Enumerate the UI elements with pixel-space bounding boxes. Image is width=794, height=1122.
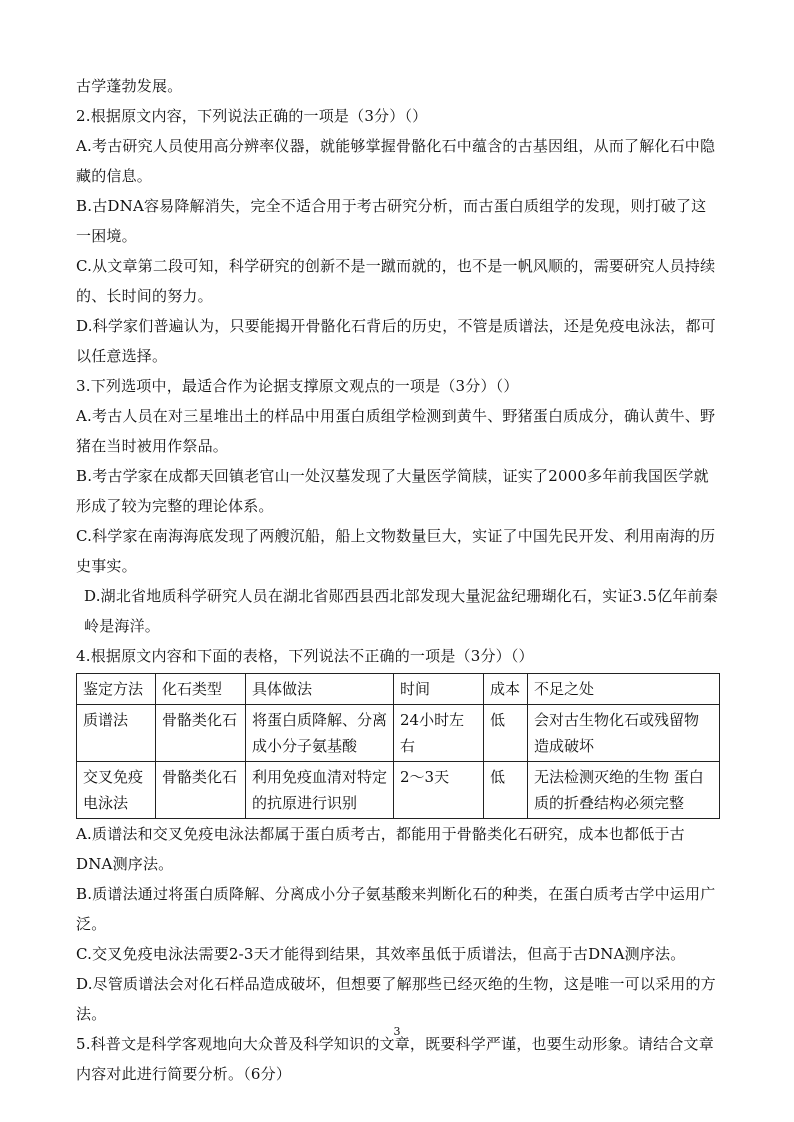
question-3-option-a: A.考古人员在对三星堆出土的样品中用蛋白质组学检测到黄牛、野猪蛋白质成分，确认黄牛、野猪在当时被用作祭品。 bbox=[76, 407, 716, 455]
table-cell: 骨骼类化石 bbox=[156, 705, 246, 762]
table-cell: 无法检测灭绝的生物 蛋白质的折叠结构必须完整 bbox=[528, 762, 720, 819]
table-cell: 交叉免疫电泳法 bbox=[77, 762, 156, 819]
table-cell: 将蛋白质降解、分离成小分子氨基酸 bbox=[246, 705, 394, 762]
table-row bbox=[77, 705, 720, 762]
question-2-option-d: D.科学家们普遍认为，只要能揭开骨骼化石背后的历史，不管是质谱法，还是免疫电泳法，都可以任意选择。 bbox=[76, 317, 716, 365]
question-3-stem: 3.下列选项中，最适合作为论据支撑原文观点的一项是（3分）（） bbox=[76, 377, 519, 395]
comparison-table bbox=[76, 673, 720, 819]
question-2-option-c: C.从文章第二段可知，科学研究的创新不是一蹴而就的，也不是一帆风顺的，需要研究人员持续的、长时间的努力。 bbox=[76, 257, 716, 305]
question-4-option-c: C.交叉免疫电泳法需要2-3天才能得到结果，其效率虽低于质谱法，但高于古DNA测序法。 bbox=[76, 945, 686, 963]
page-number: 3 bbox=[393, 1025, 401, 1038]
question-4-option-b: B.质谱法通过将蛋白质降解、分离成小分子氨基酸来判断化石的种类，在蛋白质考古学中运用广泛。 bbox=[76, 885, 716, 933]
question-4-stem: 4.根据原文内容和下面的表格，下列说法不正确的一项是（3分）（） bbox=[76, 647, 534, 665]
table-row bbox=[77, 762, 720, 819]
question-2-stem: 2.根据原文内容，下列说法正确的一项是（3分）（） bbox=[76, 107, 428, 125]
table-header-cell: 鉴定方法 bbox=[77, 674, 156, 705]
question-3-option-b: B.考古学家在成都天回镇老官山一处汉墓发现了大量医学简牍，证实了2000多年前我国医学就形成了较为完整的理论体系。 bbox=[76, 467, 709, 515]
question-3-option-d: D.湖北省地质科学研究人员在湖北省郧西县西北部发现大量泥盆纪珊瑚化石，实证3.5亿年前秦岭是海洋。 bbox=[84, 587, 718, 635]
table-header-row bbox=[77, 674, 720, 705]
table-cell: 会对古生物化石或残留物造成破坏 bbox=[528, 705, 720, 762]
table-header-cell: 成本 bbox=[484, 674, 528, 705]
table-cell: 骨骼类化石 bbox=[156, 762, 246, 819]
table-header-cell: 具体做法 bbox=[246, 674, 394, 705]
question-5-stem: 5.科普文是科学客观地向大众普及科学知识的文章，既要科学严谨，也要生动形象。请结合文章内容对此进行简要分析。（6分） bbox=[76, 1035, 714, 1083]
question-2-option-a: A.考古研究人员使用高分辨率仪器，就能够掌握骨骼化石中蕴含的古基因组，从而了解化石中隐藏的信息。 bbox=[76, 137, 716, 185]
page-content bbox=[76, 71, 720, 1089]
table-cell: 2～3天 bbox=[394, 762, 484, 819]
table-header-cell: 不足之处 bbox=[528, 674, 720, 705]
table-header-cell: 时间 bbox=[394, 674, 484, 705]
question-4-option-a: A.质谱法和交叉免疫电泳法都属于蛋白质考古，都能用于骨骼类化石研究，成本也都低于古DNA测序法。 bbox=[76, 825, 685, 873]
table-header-cell: 化石类型 bbox=[156, 674, 246, 705]
table-cell: 低 bbox=[484, 705, 528, 762]
intro-line: 古学蓬勃发展。 bbox=[76, 77, 183, 95]
question-2-option-b: B.古DNA容易降解消失，完全不适合用于考古研究分析，而古蛋白质组学的发现，则打破了这一困境。 bbox=[76, 197, 707, 245]
table-cell: 低 bbox=[484, 762, 528, 819]
table-cell: 24小时左右 bbox=[394, 705, 484, 762]
table-cell: 质谱法 bbox=[77, 705, 156, 762]
table-cell: 利用免疫血清对特定的抗原进行识别 bbox=[246, 762, 394, 819]
question-3-option-c: C.科学家在南海海底发现了两艘沉船，船上文物数量巨大，实证了中国先民开发、利用南海的历史事实。 bbox=[76, 527, 716, 575]
question-4-option-d: D.尽管质谱法会对化石样品造成破坏，但想要了解那些已经灭绝的生物，这是唯一可以采用的方法。 bbox=[76, 975, 716, 1023]
